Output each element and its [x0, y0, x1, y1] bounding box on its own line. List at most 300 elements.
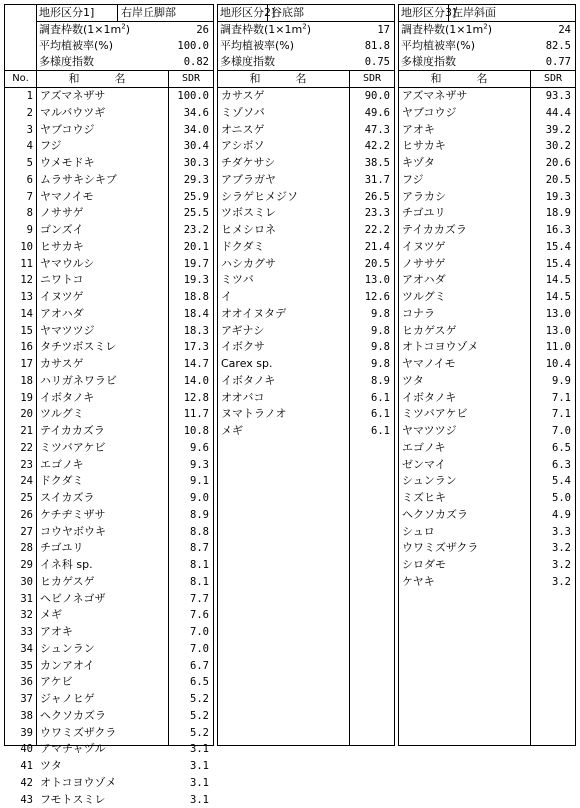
- species-row: [37, 138, 213, 155]
- species-name: ヘクソカズラ: [40, 708, 106, 725]
- species-row: [37, 172, 213, 189]
- species-name: ミズヒキ: [402, 490, 446, 507]
- row-number: 20: [5, 406, 36, 423]
- species-name: フジ: [40, 138, 62, 155]
- species-name: アマチャヅル: [40, 741, 106, 758]
- species-row: [399, 507, 575, 524]
- sdr-value: 3.2: [552, 540, 571, 557]
- sdr-value: 7.1: [552, 390, 571, 407]
- species-row: [399, 440, 575, 457]
- row-number: 33: [5, 624, 36, 641]
- coverage-row: [37, 38, 213, 54]
- species-row: [218, 272, 394, 289]
- species-name: ゴンズイ: [40, 222, 83, 239]
- sdr-value: 3.2: [552, 574, 571, 591]
- species-name: ノササゲ: [40, 205, 84, 222]
- species-row: [399, 289, 575, 306]
- row-number: 19: [5, 390, 36, 407]
- sdr-value: 6.1: [371, 406, 390, 423]
- species-row: [37, 205, 213, 222]
- species-name: ヤマツツジ: [40, 323, 95, 340]
- species-row: [218, 172, 394, 189]
- sdr-value: 15.4: [546, 239, 571, 256]
- sdr-value: 5.4: [552, 473, 571, 490]
- row-number: 32: [5, 607, 36, 624]
- species-name: ケヤキ: [402, 574, 435, 591]
- species-row: [218, 205, 394, 222]
- species-row: [218, 239, 394, 256]
- species-name: ジャノヒゲ: [40, 691, 95, 708]
- sdr-value: 3.1: [190, 792, 209, 808]
- species-name: オニスゲ: [221, 122, 265, 139]
- species-row: [37, 792, 213, 808]
- sdr-value: 8.1: [190, 557, 209, 574]
- species-row: [37, 155, 213, 172]
- species-name: ツタ: [402, 373, 424, 390]
- panel-terrain-2: [217, 4, 395, 746]
- sdr-value: 3.1: [190, 741, 209, 758]
- species-row: [37, 708, 213, 725]
- row-number: 9: [5, 222, 36, 239]
- species-row: [37, 272, 213, 289]
- species-row: [218, 105, 394, 122]
- species-row: [37, 557, 213, 574]
- sdr-value: 34.0: [184, 122, 209, 139]
- species-row: [399, 574, 575, 591]
- sdr-value: 7.0: [190, 624, 209, 641]
- species-row: [218, 423, 394, 440]
- species-name: ヒメシロネ: [221, 222, 276, 239]
- sdr-value: 100.0: [177, 88, 209, 105]
- diversity-value: 0.77: [546, 54, 571, 70]
- species-name: テイカカズラ: [40, 423, 105, 440]
- species-row: [37, 507, 213, 524]
- species-row: [218, 155, 394, 172]
- species-row: [37, 574, 213, 591]
- species-row: [218, 222, 394, 239]
- plot-count-label-sup: 2: [121, 22, 125, 30]
- sdr-value: 13.0: [546, 306, 571, 323]
- row-number: 38: [5, 708, 36, 725]
- species-row: [37, 289, 213, 306]
- species-name: ドクダミ: [221, 239, 265, 256]
- sdr-value: 23.2: [184, 222, 209, 239]
- species-row: [399, 239, 575, 256]
- sdr-value: 30.3: [184, 155, 209, 172]
- species-name: イ: [221, 289, 232, 306]
- coverage-label: 平均植被率(%): [39, 38, 113, 54]
- sdr-value: 6.5: [190, 674, 209, 691]
- species-name: アラカシ: [402, 189, 446, 206]
- row-number: 1: [5, 88, 36, 105]
- sdr-value: 6.1: [371, 390, 390, 407]
- species-row: [399, 272, 575, 289]
- panel-terrain-1: [36, 4, 214, 746]
- sdr-value: 19.7: [184, 256, 209, 273]
- species-name: ヤブコウジ: [40, 122, 94, 139]
- species-name: ヘビノネゴザ: [40, 591, 105, 608]
- species-name: コウヤボウキ: [40, 524, 106, 541]
- species-name: オトコヨウゾメ: [402, 339, 478, 356]
- row-number: 40: [5, 741, 36, 758]
- row-number: 10: [5, 239, 36, 256]
- row-number: 13: [5, 289, 36, 306]
- sdr-value: 13.0: [365, 272, 390, 289]
- sdr-value: 17.3: [184, 339, 209, 356]
- species-row: [218, 356, 394, 373]
- species-row: [37, 607, 213, 624]
- species-name: オオイヌタデ: [221, 306, 286, 323]
- sdr-header: SDR: [350, 71, 394, 87]
- sdr-value: 18.4: [184, 306, 209, 323]
- species-row: [399, 423, 575, 440]
- number-list: [5, 88, 36, 808]
- row-number: 26: [5, 507, 36, 524]
- coverage-value: 100.0: [177, 38, 209, 54]
- sdr-value: 12.6: [365, 289, 390, 306]
- coverage-label: 平均植被率(%): [401, 38, 475, 54]
- diversity-label: 多様度指数: [401, 54, 456, 70]
- row-number: 36: [5, 674, 36, 691]
- column-header: [399, 70, 575, 88]
- species-name: ヒカゲスゲ: [402, 323, 457, 340]
- terrain-label: 地形区分3]: [401, 5, 456, 21]
- row-number: 39: [5, 725, 36, 742]
- sdr-value: 5.2: [190, 725, 209, 742]
- sdr-value: 19.3: [546, 189, 571, 206]
- species-row: [37, 122, 213, 139]
- species-row: [399, 457, 575, 474]
- species-row: [399, 122, 575, 139]
- sdr-value: 14.0: [184, 373, 209, 390]
- row-number: 6: [5, 172, 36, 189]
- species-name: アギナシ: [221, 323, 264, 340]
- plot-count-label-sup: 2: [302, 22, 306, 30]
- sdr-value: 90.0: [365, 88, 390, 105]
- species-row: [37, 473, 213, 490]
- species-name: エゴノキ: [402, 440, 446, 457]
- species-name: ミゾソバ: [221, 105, 265, 122]
- species-name: ゼンマイ: [402, 457, 446, 474]
- row-number: 17: [5, 356, 36, 373]
- species-row: [37, 323, 213, 340]
- sdr-value: 8.7: [190, 540, 209, 557]
- species-row: [399, 540, 575, 557]
- row-number: 5: [5, 155, 36, 172]
- sdr-value: 47.3: [365, 122, 390, 139]
- sdr-value: 9.1: [190, 473, 209, 490]
- plot-count-value: 17: [377, 22, 390, 38]
- species-name: ヤマノイモ: [40, 189, 94, 206]
- plot-count-label-text: 調査枠数(1×1m: [401, 23, 483, 36]
- species-name: ヒサカキ: [40, 239, 84, 256]
- species-row: [37, 725, 213, 742]
- sdr-value: 42.2: [365, 138, 390, 155]
- sdr-value: 5.2: [190, 708, 209, 725]
- species-name: ツボスミレ: [221, 205, 276, 222]
- row-number: 35: [5, 658, 36, 675]
- row-number: 8: [5, 205, 36, 222]
- species-row: [218, 289, 394, 306]
- row-number: 23: [5, 457, 36, 474]
- species-row: [37, 624, 213, 641]
- sdr-value: 3.3: [552, 524, 571, 541]
- sdr-value: 14.7: [184, 356, 209, 373]
- species-name: ムラサキシキブ: [40, 172, 117, 189]
- species-row: [37, 423, 213, 440]
- species-row: [399, 222, 575, 239]
- species-row: [399, 356, 575, 373]
- species-name: シロダモ: [402, 557, 446, 574]
- species-row: [37, 658, 213, 675]
- plot-count-label: [220, 22, 311, 38]
- species-row: [399, 490, 575, 507]
- diversity-row: [399, 54, 575, 70]
- sdr-value: 9.8: [371, 323, 390, 340]
- plot-count-row: [399, 22, 575, 38]
- species-row: [37, 775, 213, 792]
- coverage-value: 82.5: [546, 38, 571, 54]
- species-row: [37, 457, 213, 474]
- species-name: ケチヂミザサ: [40, 507, 106, 524]
- row-number: 12: [5, 272, 36, 289]
- species-name: オトコヨウゾメ: [40, 775, 116, 792]
- row-number: 2: [5, 105, 36, 122]
- species-row: [37, 674, 213, 691]
- diversity-row: [37, 54, 213, 70]
- species-name: アブラガヤ: [221, 172, 276, 189]
- species-row: [37, 373, 213, 390]
- species-row: [399, 306, 575, 323]
- species-name: イボタノキ: [40, 390, 94, 407]
- row-number: 16: [5, 339, 36, 356]
- sdr-value: 15.4: [546, 256, 571, 273]
- sdr-value: 18.8: [184, 289, 209, 306]
- sdr-value: 25.5: [184, 205, 209, 222]
- species-name: イヌツゲ: [40, 289, 84, 306]
- species-name: ハシカグサ: [221, 256, 276, 273]
- species-name: タチツボスミレ: [40, 339, 116, 356]
- plot-count-value: 26: [196, 22, 209, 38]
- row-number: 21: [5, 423, 36, 440]
- species-row: [37, 256, 213, 273]
- species-row: [218, 122, 394, 139]
- sdr-value: 18.9: [546, 205, 571, 222]
- species-name: ハリガネワラビ: [40, 373, 117, 390]
- row-number: 29: [5, 557, 36, 574]
- species-name: イヌツゲ: [402, 239, 446, 256]
- species-row: [37, 540, 213, 557]
- plot-count-label-end: ): [126, 23, 130, 36]
- species-name: シュンラン: [40, 641, 95, 658]
- species-name: ヤブコウジ: [402, 105, 456, 122]
- sdr-value: 3.2: [552, 557, 571, 574]
- row-number: 4: [5, 138, 36, 155]
- species-name: イボタノキ: [221, 373, 275, 390]
- species-row: [399, 373, 575, 390]
- coverage-row: [218, 38, 394, 54]
- sdr-value: 9.9: [552, 373, 571, 390]
- species-row: [399, 557, 575, 574]
- species-name: ノササゲ: [402, 256, 446, 273]
- species-row: [37, 222, 213, 239]
- sdr-value: 18.3: [184, 323, 209, 340]
- panel-header: [218, 5, 394, 22]
- sdr-value: 9.8: [371, 306, 390, 323]
- sdr-value: 7.0: [552, 423, 571, 440]
- row-number: 28: [5, 540, 36, 557]
- species-row: [399, 256, 575, 273]
- row-number: 27: [5, 524, 36, 541]
- species-row: [399, 105, 575, 122]
- species-name: シュンラン: [402, 473, 457, 490]
- sdr-header: SDR: [531, 71, 575, 87]
- species-name: テイカカズラ: [402, 222, 467, 239]
- plot-count-label: [39, 22, 130, 38]
- species-row: [37, 641, 213, 658]
- species-row: [399, 205, 575, 222]
- sdr-value: 9.6: [190, 440, 209, 457]
- species-name: イネ科 sp.: [40, 557, 93, 574]
- sdr-value: 9.8: [371, 356, 390, 373]
- terrain-label: 地形区分1]: [39, 5, 94, 21]
- species-row: [399, 323, 575, 340]
- number-header: No.: [5, 71, 36, 88]
- row-number: 15: [5, 323, 36, 340]
- diversity-label: 多様度指数: [39, 54, 94, 70]
- species-name: カンアオイ: [40, 658, 94, 675]
- species-row: [218, 306, 394, 323]
- plot-count-label-text: 調査枠数(1×1m: [220, 23, 302, 36]
- species-name: フジ: [402, 172, 424, 189]
- plot-count-label: [401, 22, 492, 38]
- species-name: ミツバアケビ: [40, 440, 105, 457]
- plot-count-row: [218, 22, 394, 38]
- species-name: アオハダ: [40, 306, 84, 323]
- row-number: 25: [5, 490, 36, 507]
- row-number: 24: [5, 473, 36, 490]
- sdr-value: 4.9: [552, 507, 571, 524]
- species-row: [37, 691, 213, 708]
- species-row: [37, 356, 213, 373]
- species-name: オオバコ: [221, 390, 264, 407]
- species-row: [37, 440, 213, 457]
- species-row: [399, 88, 575, 105]
- sdr-value: 20.6: [546, 155, 571, 172]
- species-name: ウワミズザクラ: [402, 540, 478, 557]
- species-name: ウワミズザクラ: [40, 725, 116, 742]
- panel-header: [399, 5, 575, 22]
- species-row: [218, 390, 394, 407]
- species-name: ドクダミ: [40, 473, 84, 490]
- species-name: イボタノキ: [402, 390, 456, 407]
- species-name: メギ: [40, 607, 62, 624]
- species-name: チダケサシ: [221, 155, 275, 172]
- species-name: マルバウツギ: [40, 105, 105, 122]
- species-row: [218, 323, 394, 340]
- sdr-value: 10.4: [546, 356, 571, 373]
- species-name: キヅタ: [402, 155, 435, 172]
- plot-count-value: 24: [558, 22, 571, 38]
- row-number: 11: [5, 256, 36, 273]
- sdr-value: 6.5: [552, 440, 571, 457]
- sdr-value: 39.2: [546, 122, 571, 139]
- species-row: [37, 490, 213, 507]
- species-name: シュロ: [402, 524, 435, 541]
- sdr-value: 8.1: [190, 574, 209, 591]
- row-number: 14: [5, 306, 36, 323]
- species-name: チゴユリ: [402, 205, 446, 222]
- species-row: [218, 189, 394, 206]
- row-number: 30: [5, 574, 36, 591]
- species-name: ヤマウルシ: [40, 256, 94, 273]
- sdr-value: 49.6: [365, 105, 390, 122]
- sdr-value: 9.0: [190, 490, 209, 507]
- species-name-header: 和 名: [218, 71, 350, 87]
- diversity-label: 多様度指数: [220, 54, 275, 70]
- species-row: [37, 339, 213, 356]
- sdr-value: 8.9: [190, 507, 209, 524]
- sdr-value: 8.9: [371, 373, 390, 390]
- species-name: メギ: [221, 423, 243, 440]
- species-name: フモトスミレ: [40, 792, 105, 808]
- species-row: [37, 591, 213, 608]
- species-name: アオハダ: [402, 272, 446, 289]
- sdr-value: 5.2: [190, 691, 209, 708]
- species-row: [37, 390, 213, 407]
- species-name: エゴノキ: [40, 457, 84, 474]
- sdr-value: 38.5: [365, 155, 390, 172]
- panel-terrain-3: [398, 4, 576, 746]
- species-row: [399, 390, 575, 407]
- column-header: [218, 70, 394, 88]
- coverage-label: 平均植被率(%): [220, 38, 294, 54]
- sdr-value: 7.6: [190, 607, 209, 624]
- diversity-row: [218, 54, 394, 70]
- sdr-value: 14.5: [546, 289, 571, 306]
- species-name: ミツバ: [221, 272, 254, 289]
- sdr-value: 10.8: [184, 423, 209, 440]
- species-row: [37, 88, 213, 105]
- row-number: 43: [5, 792, 36, 808]
- plot-count-label-text: 調査枠数(1×1m: [39, 23, 121, 36]
- sdr-value: 20.1: [184, 239, 209, 256]
- species-row: [399, 524, 575, 541]
- diversity-value: 0.75: [365, 54, 390, 70]
- sdr-value: 34.6: [184, 105, 209, 122]
- sdr-value: 6.7: [190, 658, 209, 675]
- row-number: 34: [5, 641, 36, 658]
- sdr-value: 25.9: [184, 189, 209, 206]
- species-name: ツルグミ: [402, 289, 446, 306]
- number-column: [4, 4, 36, 746]
- sdr-value: 44.4: [546, 105, 571, 122]
- sdr-value: 9.8: [371, 339, 390, 356]
- plot-count-label-end: ): [307, 23, 311, 36]
- species-name: コナラ: [402, 306, 435, 323]
- sdr-value: 8.8: [190, 524, 209, 541]
- plot-count-label-end: ): [488, 23, 492, 36]
- sdr-value: 19.3: [184, 272, 209, 289]
- sdr-value: 22.2: [365, 222, 390, 239]
- coverage-row: [399, 38, 575, 54]
- species-name: アシボソ: [221, 138, 265, 155]
- sdr-value: 5.0: [552, 490, 571, 507]
- species-name: ヌマトラノオ: [221, 406, 287, 423]
- sdr-value: 21.4: [365, 239, 390, 256]
- sdr-value: 20.5: [365, 256, 390, 273]
- species-row: [399, 406, 575, 423]
